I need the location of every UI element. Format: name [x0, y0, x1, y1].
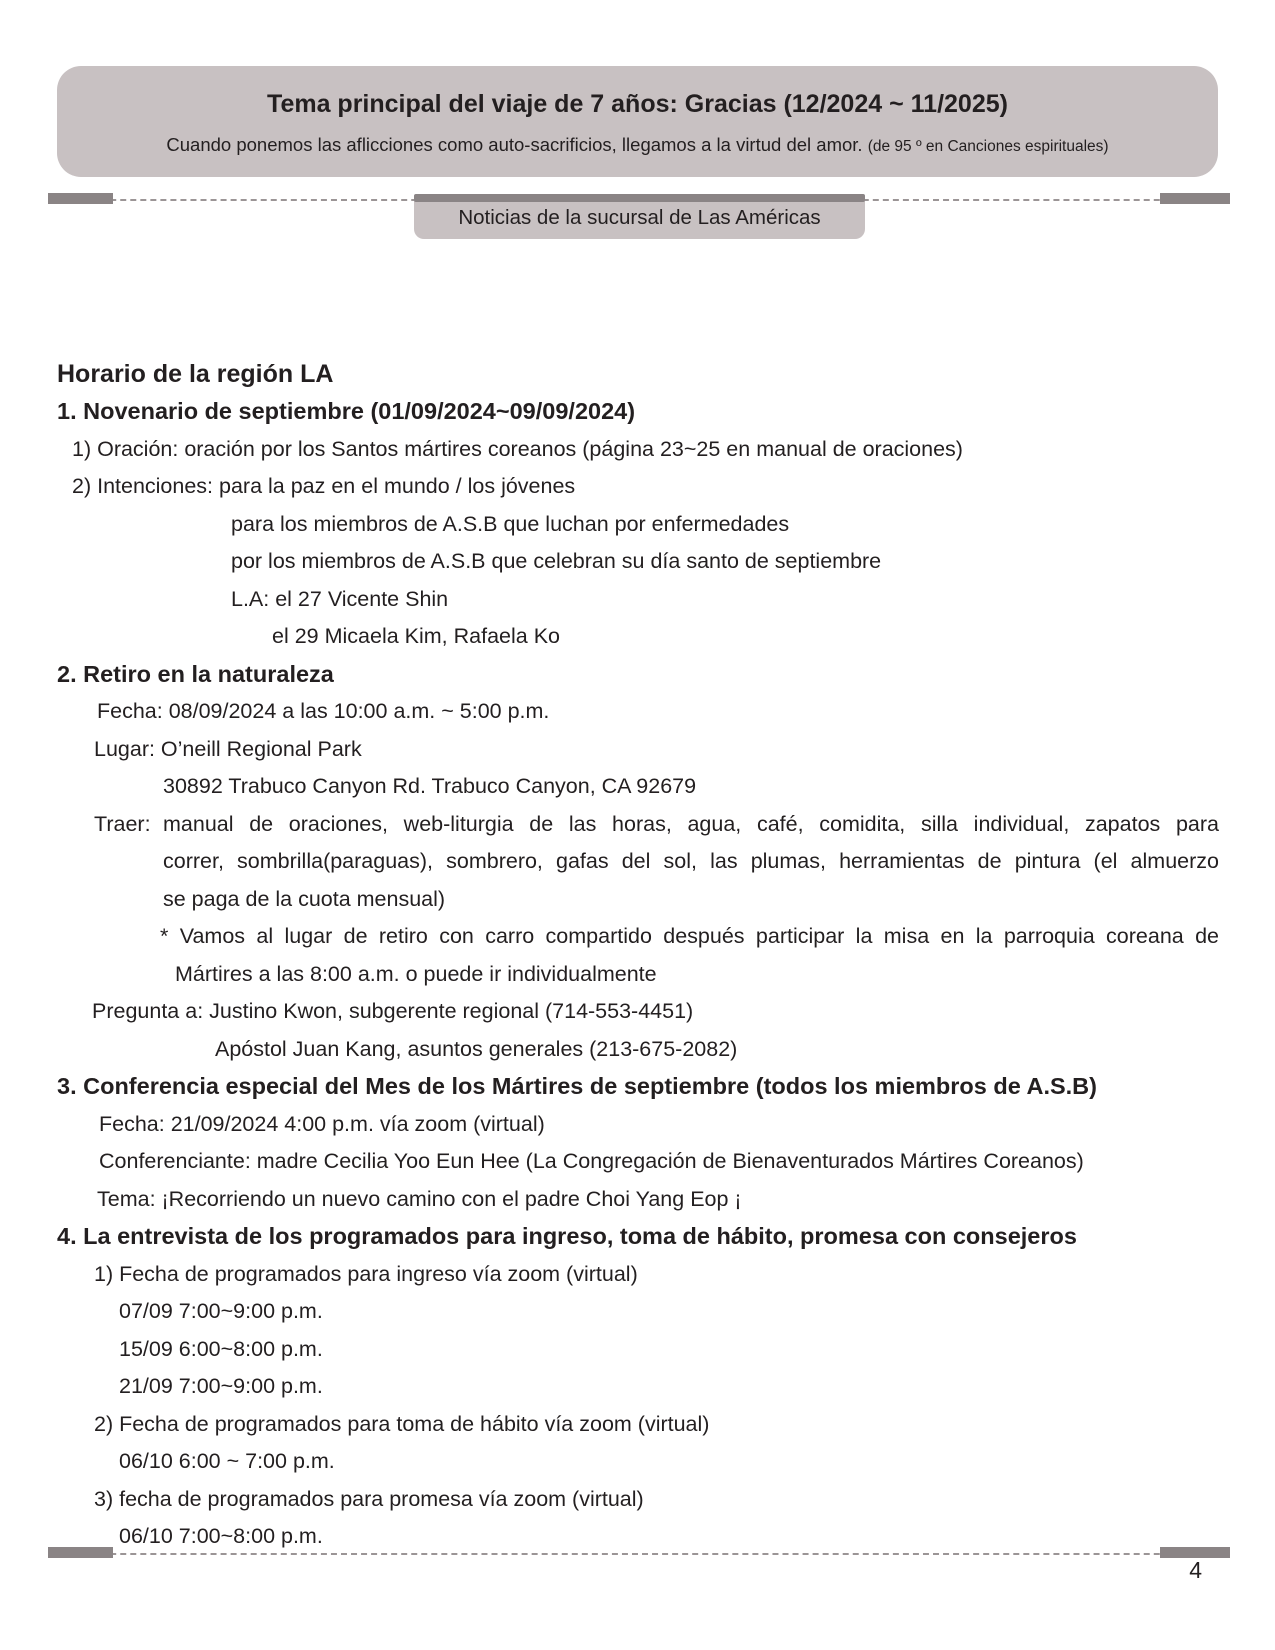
s3-tema: Tema: ¡Recorriendo un nuevo camino con el padre Choi Yang Eop ¡	[97, 1186, 742, 1211]
s1-line-4: por los miembros de A.S.B que celebran su día santo de septiembre	[231, 549, 882, 573]
s2-address: 30892 Trabuco Canyon Rd. Trabuco Canyon, CA 92679	[163, 774, 697, 798]
s2-pregunta-2: Apóstol Juan Kang, asuntos generales (213-675-2082)	[215, 1036, 738, 1061]
s2-traer-2: correr, sombrilla(paraguas), sombrero, gafas del sol, las plumas, herramientas de pintura (el almuerzo	[163, 849, 1219, 873]
section-3-title: 3. Conferencia especial del Mes de los Mártires de septiembre (todos los miembros de A.S.B)	[57, 1073, 1097, 1099]
schedule-content	[57, 356, 1219, 1556]
s4-item-1c: 21/09 7:00~9:00 p.m.	[119, 1374, 323, 1398]
s2-traer-row	[57, 806, 1219, 844]
s1-line-3: para los miembros de A.S.B que luchan por enfermedades	[231, 511, 790, 536]
s1-line-1: 1) Oración: oración por los Santos mártires coreanos (página 23~25 en manual de oraciones)	[72, 436, 963, 461]
top-divider-left-bar	[48, 193, 113, 204]
s1-line-5: L.A: el 27 Vicente Shin	[231, 586, 449, 611]
s2-traer-1: manual de oraciones, web-liturgia de las horas, agua, café, comidita, silla individual, zapatos para	[163, 811, 1219, 836]
s2-traer-label: Traer:	[94, 811, 151, 836]
s4-item-3: 3) fecha de programados para promesa vía zoom (virtual)	[94, 1486, 644, 1511]
s4-item-1b: 15/09 6:00~8:00 p.m.	[119, 1336, 323, 1361]
section-tab: Noticias de la sucursal de Las Américas	[414, 196, 865, 239]
s1-line-2: 2) Intenciones: para la paz en el mundo / los jóvenes	[72, 474, 576, 498]
section-2-title: 2. Retiro en la naturaleza	[57, 660, 334, 687]
s2-traer-3: se paga de la cuota mensual)	[163, 886, 446, 911]
s2-fecha: Fecha: 08/09/2024 a las 10:00 a.m. ~ 5:00 p.m.	[97, 699, 550, 723]
bottom-divider-left-bar	[48, 1547, 113, 1558]
section-tab-top-bar	[414, 194, 865, 202]
top-divider-right-bar	[1160, 193, 1230, 204]
section-4-title: 4. La entrevista de los programados para ingreso, toma de hábito, promesa con consejeros	[57, 1223, 1077, 1249]
s4-item-1: 1) Fecha de programados para ingreso vía zoom (virtual)	[94, 1261, 638, 1286]
s4-item-3a: 06/10 7:00~8:00 p.m.	[119, 1524, 323, 1548]
s2-pregunta-1: Pregunta a: Justino Kwon, subgerente regional (714-553-4451)	[92, 999, 694, 1023]
s4-item-2: 2) Fecha de programados para toma de hábito vía zoom (virtual)	[94, 1411, 710, 1436]
s2-lugar: Lugar: O’neill Regional Park	[94, 736, 362, 761]
bottom-divider	[50, 1553, 1230, 1557]
s3-fecha: Fecha: 21/09/2024 4:00 p.m. vía zoom (virtual)	[99, 1111, 545, 1136]
s1-line-6: el 29 Micaela Kim, Rafaela Ko	[272, 624, 561, 648]
banner-subtitle-note: (de 95 º en Canciones espirituales)	[867, 138, 1109, 155]
s2-note-1: * Vamos al lugar de retiro con carro compartido después participar la misa en la parroquia coreana de	[160, 924, 1219, 948]
page-heading: Horario de la región LA	[57, 360, 334, 388]
banner-subtitle	[57, 134, 1218, 156]
section-1-title: 1. Novenario de septiembre (01/09/2024~09/09/2024)	[57, 398, 636, 424]
banner-title: Tema principal del viaje de 7 años: Gracias (12/2024 ~ 11/2025)	[267, 90, 1008, 118]
s3-conferenciante: Conferenciante: madre Cecilia Yoo Eun Hee (La Congregación de Bienaventurados Mártires Coreanos)	[99, 1149, 1084, 1173]
theme-banner	[57, 66, 1218, 177]
s2-note-2: Mártires a las 8:00 a.m. o puede ir individualmente	[175, 961, 657, 986]
page-number: 4	[1189, 1557, 1202, 1583]
s4-item-2a: 06/10 6:00 ~ 7:00 p.m.	[119, 1449, 335, 1473]
banner-subtitle-text: Cuando ponemos las aflicciones como auto-sacrificios, llegamos a la virtud del amor.	[166, 134, 863, 155]
s4-item-1a: 07/09 7:00~9:00 p.m.	[119, 1299, 323, 1323]
